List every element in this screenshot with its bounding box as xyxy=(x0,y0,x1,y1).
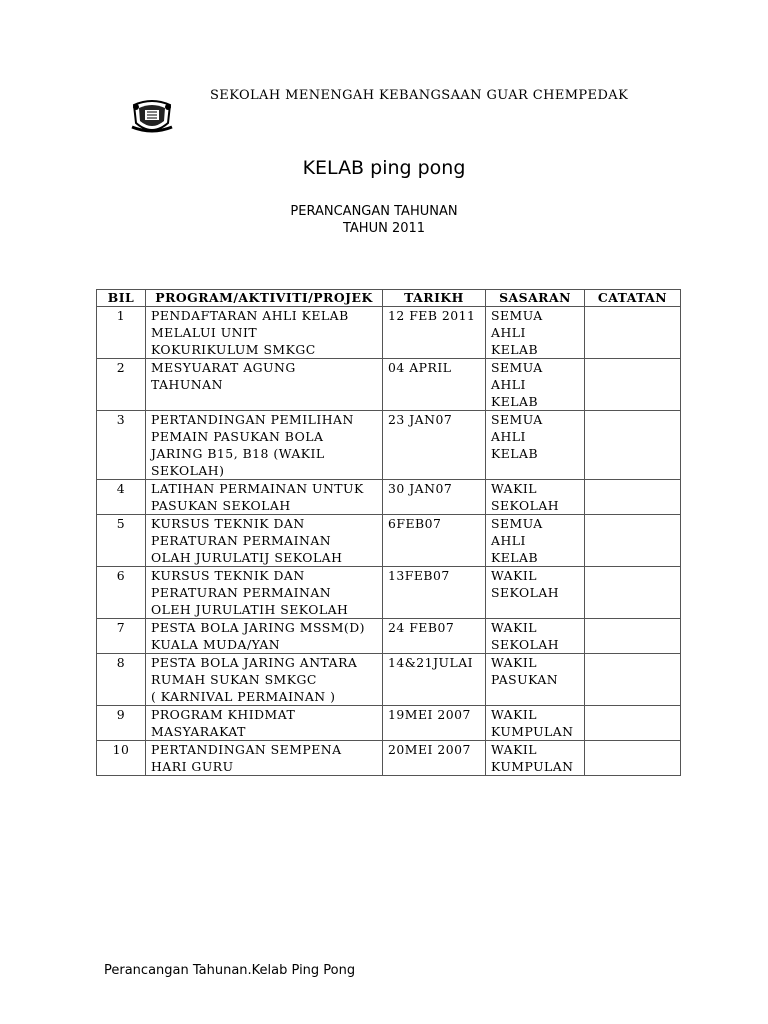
table-row xyxy=(97,480,681,515)
table-row xyxy=(97,654,681,706)
club-title: KELAB ping pong xyxy=(302,157,466,179)
cell-bil: 6 xyxy=(97,567,146,619)
table-row xyxy=(97,307,681,359)
cell-line: PENDAFTARAN AHLI KELAB xyxy=(151,308,349,323)
cell-line: JARING B15, B18 (WAKIL xyxy=(151,446,325,461)
cell-tarikh: 20MEI 2007 xyxy=(383,741,486,776)
cell-sasaran xyxy=(486,480,585,515)
table-row xyxy=(97,359,681,411)
cell-line: KUMPULAN xyxy=(491,759,574,774)
cell-line: SEMUA xyxy=(491,412,543,427)
school-crest-icon xyxy=(130,99,174,137)
cell-tarikh: 13FEB07 xyxy=(383,567,486,619)
cell-line: KURSUS TEKNIK DAN xyxy=(151,568,305,583)
cell-catatan xyxy=(585,706,681,741)
table-row xyxy=(97,706,681,741)
cell-line: TAHUNAN xyxy=(151,377,223,392)
cell-line: SEKOLAH) xyxy=(151,463,225,478)
cell-line: PESTA BOLA JARING MSSM(D) xyxy=(151,620,366,635)
cell-catatan xyxy=(585,359,681,411)
cell-tarikh: 14&21JULAI xyxy=(383,654,486,706)
cell-tarikh: 30 JAN07 xyxy=(383,480,486,515)
cell-line: KELAB xyxy=(491,550,539,565)
cell-sasaran xyxy=(486,307,585,359)
school-name: SEKOLAH MENENGAH KEBANGSAAN GUAR CHEMPEDAK xyxy=(210,88,629,103)
header-tarikh: TARIKH xyxy=(383,290,486,307)
cell-line: SEMUA xyxy=(491,516,543,531)
cell-line: AHLI xyxy=(491,325,526,340)
cell-line: AHLI xyxy=(491,377,526,392)
header-program: PROGRAM/AKTIVITI/PROJEK xyxy=(146,290,383,307)
cell-line: WAKIL xyxy=(491,481,537,496)
plan-subtitle: PERANCANGAN TAHUNAN xyxy=(290,204,458,219)
cell-line: MASYARAKAT xyxy=(151,724,246,739)
cell-catatan xyxy=(585,515,681,567)
cell-program xyxy=(146,307,383,359)
cell-line: KOKURIKULUM SMKGC xyxy=(151,342,316,357)
table-row xyxy=(97,515,681,567)
cell-program xyxy=(146,619,383,654)
cell-line: SEKOLAH xyxy=(491,585,560,600)
cell-program xyxy=(146,480,383,515)
cell-sasaran xyxy=(486,706,585,741)
table-row xyxy=(97,411,681,480)
header-sasaran: SASARAN xyxy=(486,290,585,307)
cell-sasaran xyxy=(486,567,585,619)
cell-program xyxy=(146,567,383,619)
header-catatan: CATATAN xyxy=(585,290,681,307)
cell-line: WAKIL xyxy=(491,655,537,670)
cell-line: PERATURAN PERMAINAN xyxy=(151,585,332,600)
cell-catatan xyxy=(585,480,681,515)
cell-line: WAKIL xyxy=(491,742,537,757)
cell-program xyxy=(146,741,383,776)
table-row xyxy=(97,619,681,654)
cell-program xyxy=(146,359,383,411)
cell-line: OLAH JURULATIJ SEKOLAH xyxy=(151,550,343,565)
cell-line: OLEH JURULATIH SEKOLAH xyxy=(151,602,349,617)
cell-tarikh: 6FEB07 xyxy=(383,515,486,567)
cell-bil: 8 xyxy=(97,654,146,706)
cell-line: LATIHAN PERMAINAN UNTUK xyxy=(151,481,364,496)
cell-line: ( KARNIVAL PERMAINAN ) xyxy=(151,689,336,704)
cell-line: PERTANDINGAN PEMILIHAN xyxy=(151,412,354,427)
table-row xyxy=(97,567,681,619)
cell-bil: 10 xyxy=(97,741,146,776)
cell-tarikh: 04 APRIL xyxy=(383,359,486,411)
cell-tarikh: 12 FEB 2011 xyxy=(383,307,486,359)
cell-catatan xyxy=(585,741,681,776)
cell-tarikh: 24 FEB07 xyxy=(383,619,486,654)
cell-bil: 5 xyxy=(97,515,146,567)
cell-sasaran xyxy=(486,515,585,567)
cell-sasaran xyxy=(486,741,585,776)
cell-catatan xyxy=(585,307,681,359)
cell-program xyxy=(146,515,383,567)
cell-line: SEKOLAH xyxy=(491,498,560,513)
cell-program xyxy=(146,706,383,741)
cell-line: SEMUA xyxy=(491,308,543,323)
header-bil: BIL xyxy=(97,290,146,307)
cell-line: PASUKAN SEKOLAH xyxy=(151,498,291,513)
cell-line: KUALA MUDA/YAN xyxy=(151,637,281,652)
cell-catatan xyxy=(585,567,681,619)
cell-line: PASUKAN xyxy=(491,672,559,687)
plan-year: TAHUN 2011 xyxy=(342,221,426,236)
cell-catatan xyxy=(585,411,681,480)
annual-plan-table xyxy=(96,289,681,776)
cell-line: KURSUS TEKNIK DAN xyxy=(151,516,305,531)
cell-line: KUMPULAN xyxy=(491,724,574,739)
cell-line: HARI GURU xyxy=(151,759,234,774)
cell-line: PESTA BOLA JARING ANTARA xyxy=(151,655,358,670)
cell-bil: 2 xyxy=(97,359,146,411)
cell-line: PROGRAM KHIDMAT xyxy=(151,707,296,722)
cell-program xyxy=(146,654,383,706)
cell-line: PEMAIN PASUKAN BOLA xyxy=(151,429,324,444)
cell-catatan xyxy=(585,654,681,706)
cell-line: PERATURAN PERMAINAN xyxy=(151,533,332,548)
cell-program xyxy=(146,411,383,480)
cell-line: MESYUARAT AGUNG xyxy=(151,360,296,375)
cell-line: AHLI xyxy=(491,429,526,444)
table-header-row xyxy=(97,290,681,307)
cell-sasaran xyxy=(486,359,585,411)
cell-sasaran xyxy=(486,411,585,480)
cell-sasaran xyxy=(486,619,585,654)
cell-line: KELAB xyxy=(491,394,539,409)
cell-bil: 1 xyxy=(97,307,146,359)
cell-line: KELAB xyxy=(491,446,539,461)
cell-line: WAKIL xyxy=(491,620,537,635)
cell-tarikh: 23 JAN07 xyxy=(383,411,486,480)
cell-sasaran xyxy=(486,654,585,706)
cell-line: WAKIL xyxy=(491,707,537,722)
cell-bil: 9 xyxy=(97,706,146,741)
cell-line: SEMUA xyxy=(491,360,543,375)
cell-line: MELALUI UNIT xyxy=(151,325,258,340)
cell-line: RUMAH SUKAN SMKGC xyxy=(151,672,317,687)
cell-line: PERTANDINGAN SEMPENA xyxy=(151,742,342,757)
footer-text: Perancangan Tahunan.Kelab Ping Pong xyxy=(104,963,356,978)
table-row xyxy=(97,741,681,776)
cell-catatan xyxy=(585,619,681,654)
cell-bil: 3 xyxy=(97,411,146,480)
cell-line: KELAB xyxy=(491,342,539,357)
cell-bil: 4 xyxy=(97,480,146,515)
cell-line: AHLI xyxy=(491,533,526,548)
cell-line: WAKIL xyxy=(491,568,537,583)
cell-tarikh: 19MEI 2007 xyxy=(383,706,486,741)
cell-bil: 7 xyxy=(97,619,146,654)
cell-line: SEKOLAH xyxy=(491,637,560,652)
